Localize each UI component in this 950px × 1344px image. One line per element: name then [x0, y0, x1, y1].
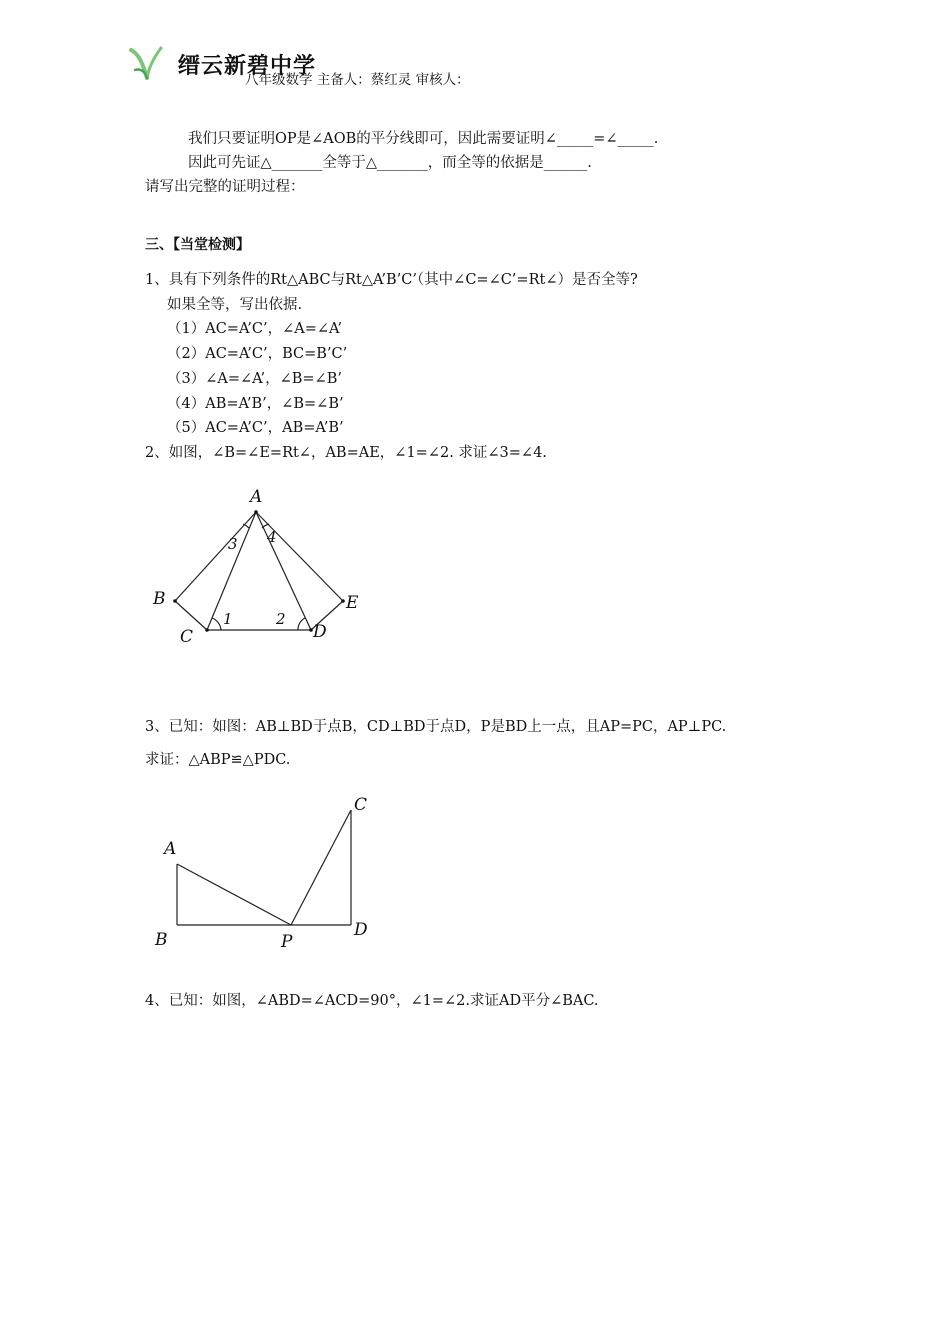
label-C: C [180, 627, 194, 647]
section-title: 三、【当堂检测】 [145, 237, 250, 253]
point-A [254, 510, 258, 514]
header-meta: 八年级数学 主备人：蔡红灵 审核人： [245, 72, 470, 88]
label-angle-4: 4 [267, 528, 277, 546]
q1-item: （2）AC=A’C’，BC=B’C’ [167, 346, 348, 362]
q2-figure [145, 480, 385, 650]
school-name: 缙云新碧中学 [178, 54, 317, 79]
angle-2-arc [298, 618, 305, 630]
label-B: B [155, 930, 168, 950]
label-angle-3: 3 [228, 535, 238, 553]
point-B [173, 599, 177, 603]
intro-line-1: 我们只要证明OP是∠AOB的平分线即可，因此需要证明∠_____=∠_____. [188, 131, 659, 147]
q1-stem-2: 如果全等，写出依据. [167, 297, 303, 313]
label-A: A [164, 839, 177, 859]
q1-item: （3）∠A=∠A’，∠B=∠B’ [167, 371, 342, 387]
q1-item: （4）AB=A’B’，∠B=∠B’ [167, 396, 344, 412]
label-angle-2: 2 [276, 610, 286, 628]
label-E: E [346, 593, 359, 613]
segment-AE [256, 512, 343, 601]
segment-AB [175, 512, 256, 601]
segment-AP [177, 864, 291, 925]
label-angle-1: 1 [223, 610, 233, 628]
q1-item: （1）AC=A’C’，∠A=∠A’ [167, 321, 342, 337]
q1-stem: 1、具有下列条件的Rt△ABC与Rt△A’B’C’（其中∠C=∠C’=Rt∠）是否全等? [145, 272, 638, 288]
q3-stem: 3、已知：如图：AB⊥BD于点B，CD⊥BD于点D，P是BD上一点，且AP=PC，AP⊥PC. [145, 719, 727, 735]
point-C [205, 628, 209, 632]
q3-stem-2: 求证：△ABP≌△PDC. [145, 752, 291, 768]
q3-figure [145, 790, 385, 960]
intro-line-2: 因此可先证△_______全等于△_______，而全等的依据是______. [188, 155, 592, 171]
label-P: P [281, 932, 293, 952]
label-A: A [250, 487, 263, 507]
angle-1-arc [212, 618, 221, 630]
intro-line-3: 请写出完整的证明过程： [145, 179, 305, 195]
label-D: D [354, 920, 368, 940]
label-D: D [313, 622, 327, 642]
point-E [341, 599, 345, 603]
segment-PC [291, 810, 351, 925]
school-logo-icon [127, 44, 165, 84]
q1-item: （5）AC=A’C’，AB=A’B’ [167, 420, 344, 436]
q2-stem: 2、如图，∠B=∠E=Rt∠，AB=AE，∠1=∠2. 求证∠3=∠4. [145, 445, 547, 461]
label-C: C [354, 795, 368, 815]
label-B: B [153, 589, 166, 609]
q4-stem: 4、已知：如图，∠ABD=∠ACD=90°，∠1=∠2.求证AD平分∠BAC. [145, 993, 599, 1009]
segment-BC [175, 601, 207, 630]
